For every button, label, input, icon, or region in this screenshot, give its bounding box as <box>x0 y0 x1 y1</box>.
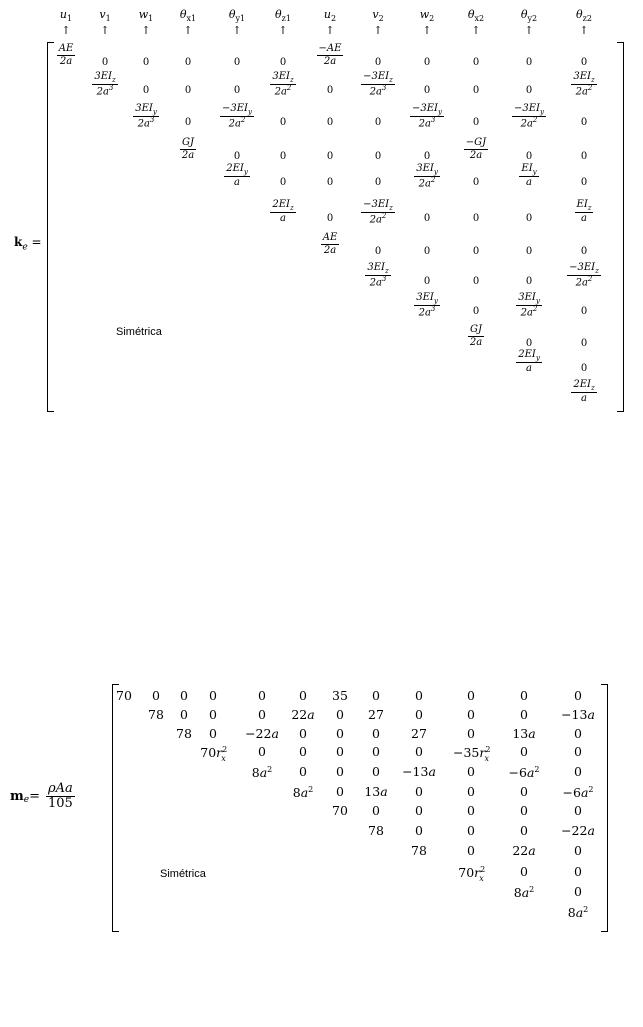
mass-cell-r3-c3: $70r^2_x$ <box>200 745 228 763</box>
mass-cell-r1-c6: 0 <box>336 707 344 722</box>
mass-cell-r4-c6: 0 <box>336 764 344 779</box>
mass-cell-r1-c8: 0 <box>415 707 423 722</box>
mass-cell-r4-c9: 0 <box>467 764 475 779</box>
mass-cell-r0-c8: 0 <box>415 688 423 703</box>
fraction-numerator: $2EI_z$ <box>272 199 294 212</box>
mass-cell-r0-c9: 0 <box>467 688 475 703</box>
stiffness-cell-r2-c9: 0 <box>472 117 480 128</box>
stiffness-cell-r6-c9: 0 <box>472 246 480 257</box>
fraction-numerator: GJ <box>182 137 194 148</box>
stiffness-cell-r0-c4: 0 <box>233 57 241 68</box>
up-arrow-icon: ↑ <box>471 24 481 37</box>
mass-cell-r1-c1: 78 <box>148 707 164 722</box>
header-θy1: $\theta_{y1}$ <box>228 8 246 24</box>
stiffness-cell-r7-c7 <box>350 263 406 289</box>
stiffness-cell-r9-c9 <box>448 325 504 348</box>
up-arrow-icon: ↑ <box>61 24 71 37</box>
mass-cell-r2-c3: 0 <box>209 726 217 741</box>
stiffness-cell-r4-c11: 0 <box>580 177 588 188</box>
mass-cell-r3-c4: 0 <box>258 744 266 759</box>
fraction-denominator: a <box>526 177 532 189</box>
mass-cell-r2-c4: −22a <box>245 726 279 741</box>
mass-cell-r4-c11: 0 <box>574 764 582 779</box>
fraction-denominator: $2a^3$ <box>369 84 387 98</box>
stiffness-cell-r1-c9: 0 <box>472 85 480 96</box>
mass-cell-r0-c3: 0 <box>209 688 217 703</box>
fraction-numerator: −GJ <box>465 137 487 148</box>
fraction-numerator: AE <box>322 232 338 243</box>
stiffness-cell-r4-c5: 0 <box>279 177 287 188</box>
fraction-denominator: $2a^3$ <box>369 275 387 289</box>
mass-cell-r0-c7: 0 <box>372 688 380 703</box>
mass-cell-r10-c11: 0 <box>574 884 582 899</box>
mass-cell-r9-c10: 0 <box>520 864 528 879</box>
fraction-denominator: $2a^3$ <box>418 305 436 319</box>
mass-cell-r0-c10: 0 <box>520 688 528 703</box>
mass-cell-r7-c11: −22a <box>561 823 595 838</box>
mass-cell-r2-c11: 0 <box>574 726 582 741</box>
mass-cell-r4-c4: $8a^2$ <box>251 765 273 781</box>
fraction-numerator: $3EI_y$ <box>518 292 540 305</box>
mass-cell-r3-c6: 0 <box>336 744 344 759</box>
fraction-numerator: −AE <box>318 43 342 54</box>
stiffness-cell-r1-c3: 0 <box>184 85 192 96</box>
stiffness-cell-r7-c10: 0 <box>525 276 533 287</box>
stiffness-cell-r3-c3 <box>160 138 216 161</box>
mass-cell-r3-c11: 0 <box>574 744 582 759</box>
stiffness-cell-r2-c6: 0 <box>326 117 334 128</box>
stiffness-subscript: e <box>22 242 28 253</box>
fraction-denominator: 2a <box>181 149 195 161</box>
header-v1: $v_1$ <box>99 8 111 24</box>
fraction-denominator: 2a <box>469 149 483 161</box>
up-arrow-icon: ↑ <box>278 24 288 37</box>
fraction <box>220 104 254 130</box>
stiffness-cell-r4-c10 <box>501 164 557 188</box>
mass-symbol: m <box>10 788 24 804</box>
fraction <box>571 72 596 98</box>
mass-cell-r4-c5: 0 <box>299 764 307 779</box>
fraction-numerator: $-3EI_y$ <box>412 103 442 116</box>
mass-cell-r1-c5: 22a <box>291 707 315 722</box>
stiffness-cell-r6-c8: 0 <box>423 246 431 257</box>
fraction-denominator: $2a^3$ <box>137 116 155 130</box>
fraction-denominator: $2a^2$ <box>520 116 538 130</box>
fraction <box>567 263 601 289</box>
up-arrow-icon: ↑ <box>232 24 242 37</box>
mass-cell-r7-c9: 0 <box>467 823 475 838</box>
stiffness-cell-r0-c7: 0 <box>374 57 382 68</box>
mass-cell-r8-c9: 0 <box>467 843 475 858</box>
stiffness-cell-r4-c6: 0 <box>326 177 334 188</box>
mass-cell-r4-c10: $-6a^2$ <box>508 765 540 781</box>
fraction-numerator: $2EI_y$ <box>518 349 540 362</box>
fraction-numerator: $-3EI_z$ <box>363 199 393 212</box>
fraction-denominator: $2a^2$ <box>418 176 436 190</box>
mass-cell-r8-c11: 0 <box>574 843 582 858</box>
stiffness-symbol: k <box>14 235 23 249</box>
fraction-denominator: a <box>581 213 587 225</box>
stiffness-cell-r3-c8: 0 <box>423 151 431 162</box>
mass-cell-r2-c10: 13a <box>512 726 536 741</box>
up-arrow-icon: ↑ <box>141 24 151 37</box>
stiffness-cell-r0-c8: 0 <box>423 57 431 68</box>
mass-cell-r5-c9: 0 <box>467 784 475 799</box>
header-u1: $u_1$ <box>59 8 73 24</box>
stiffness-cell-r5-c6: 0 <box>326 213 334 224</box>
mass-cell-r7-c10: 0 <box>520 823 528 838</box>
stiffness-cell-r9-c10: 0 <box>525 338 533 349</box>
stiffness-cell-r2-c8 <box>399 104 455 130</box>
stiffness-cell-r5-c7 <box>350 200 406 226</box>
fraction-numerator: $-3EI_y$ <box>222 103 252 116</box>
fraction-denominator: a <box>526 363 532 375</box>
fraction-numerator: $EI_y$ <box>521 163 537 176</box>
mass-cell-r3-c8: 0 <box>415 744 423 759</box>
mass-cell-r1-c3: 0 <box>209 707 217 722</box>
mass-cell-r6-c8: 0 <box>415 803 423 818</box>
stiffness-cell-r1-c6: 0 <box>326 85 334 96</box>
up-arrow-icon: ↑ <box>325 24 335 37</box>
fraction <box>180 138 196 161</box>
header-w2: $w_2$ <box>419 8 435 24</box>
fraction-numerator: $2EI_y$ <box>226 163 248 176</box>
mass-cell-r5-c7: 13a <box>364 784 388 799</box>
header-θx1: $\theta_{x1}$ <box>179 8 197 24</box>
fraction-numerator: $EI_z$ <box>576 199 592 212</box>
fraction <box>516 350 542 374</box>
stiffness-cell-r0-c10: 0 <box>525 57 533 68</box>
stiffness-equals: = <box>27 235 42 249</box>
stiffness-cell-r11-c11 <box>556 380 612 404</box>
stiffness-cell-r1-c10: 0 <box>525 85 533 96</box>
mass-cell-r2-c5: 0 <box>299 726 307 741</box>
stiffness-cell-r4-c8 <box>399 164 455 190</box>
mass-equals: = <box>29 788 40 804</box>
fraction <box>571 380 596 404</box>
stiffness-cell-r2-c11: 0 <box>580 117 588 128</box>
mass-cell-r4-c8: −13a <box>402 764 436 779</box>
header-v2: $v_2$ <box>372 8 384 24</box>
fraction <box>57 44 76 67</box>
mass-cell-r6-c10: 0 <box>520 803 528 818</box>
mass-cell-r5-c10: 0 <box>520 784 528 799</box>
fraction-denominator: a <box>581 393 587 405</box>
fraction-denominator: 2a <box>323 244 337 256</box>
mass-cell-r9-c9: $70r^2_x$ <box>458 865 486 883</box>
stiffness-cell-r4-c7: 0 <box>374 177 382 188</box>
stiffness-cell-r7-c9: 0 <box>472 276 480 287</box>
mass-cell-r8-c8: 78 <box>411 843 427 858</box>
header-θx2: $\theta_{x2}$ <box>467 8 485 24</box>
fraction <box>133 104 159 130</box>
up-arrow-icon: ↑ <box>183 24 193 37</box>
stiffness-cell-r5-c11 <box>556 200 612 224</box>
mass-cell-r7-c7: 78 <box>368 823 384 838</box>
mass-cell-r9-c11: 0 <box>574 864 582 879</box>
stiffness-cell-r8-c10 <box>501 293 557 319</box>
stiffness-cell-r5-c9: 0 <box>472 213 480 224</box>
fraction-denominator: $2a^2$ <box>575 84 593 98</box>
stiffness-cell-r3-c5: 0 <box>279 151 287 162</box>
up-arrow-icon: ↑ <box>373 24 383 37</box>
stiffness-cell-r3-c7: 0 <box>374 151 382 162</box>
fraction-numerator: $3EI_z$ <box>94 71 116 84</box>
fraction-denominator: $2a^2$ <box>228 116 246 130</box>
fraction-numerator: $3EI_z$ <box>573 71 595 84</box>
fraction <box>321 233 340 256</box>
stiffness-cell-r3-c4: 0 <box>233 151 241 162</box>
fraction <box>317 44 344 67</box>
mass-cell-r7-c8: 0 <box>415 823 423 838</box>
mass-cell-r2-c8: 27 <box>411 726 427 741</box>
mass-cell-r3-c5: 0 <box>299 744 307 759</box>
fraction-denominator: 2a <box>323 55 337 67</box>
fraction-numerator: $3EI_z$ <box>272 71 294 84</box>
stiffness-right-bracket <box>617 42 624 412</box>
stiffness-cell-r6-c10: 0 <box>525 246 533 257</box>
mass-cell-r11-c11: $8a^2$ <box>567 905 589 921</box>
fraction-numerator: $3EI_y$ <box>416 292 438 305</box>
mass-factor-numerator: ρAa <box>48 781 73 796</box>
fraction <box>410 104 444 130</box>
mass-cell-r2-c9: 0 <box>467 726 475 741</box>
mass-cell-r8-c10: 22a <box>512 843 536 858</box>
fraction-denominator: a <box>280 213 286 225</box>
stiffness-cell-r4-c9: 0 <box>472 177 480 188</box>
fraction <box>468 325 484 348</box>
mass-cell-r1-c2: 0 <box>180 707 188 722</box>
stiffness-cell-r1-c8: 0 <box>423 85 431 96</box>
up-arrow-icon: ↑ <box>422 24 432 37</box>
mass-cell-r1-c10: 0 <box>520 707 528 722</box>
mass-cell-r3-c10: 0 <box>520 744 528 759</box>
stiffness-cell-r2-c3: 0 <box>184 117 192 128</box>
fraction <box>516 293 542 319</box>
fraction-numerator: $3EI_y$ <box>135 103 157 116</box>
stiffness-cell-r2-c7: 0 <box>374 117 382 128</box>
fraction-numerator: $-3EI_z$ <box>363 71 393 84</box>
stiffness-symmetric-label: Simétrica <box>116 326 162 338</box>
stiffness-cell-r0-c5: 0 <box>279 57 287 68</box>
stiffness-cell-r0-c9: 0 <box>472 57 480 68</box>
fraction-denominator: $2a^2$ <box>369 212 387 226</box>
stiffness-cell-r3-c9 <box>448 138 504 161</box>
fraction-denominator: 2a <box>469 336 483 348</box>
stiffness-cell-r6-c7: 0 <box>374 246 382 257</box>
fraction-numerator: GJ <box>470 324 482 335</box>
mass-cell-r3-c9: $-35r^2_x$ <box>453 745 491 763</box>
stiffness-cell-r5-c8: 0 <box>423 213 431 224</box>
stiffness-cell-r3-c6: 0 <box>326 151 334 162</box>
mass-left-bracket <box>112 684 119 932</box>
stiffness-cell-r7-c11 <box>556 263 612 289</box>
fraction <box>270 72 295 98</box>
mass-cell-r1-c4: 0 <box>258 707 266 722</box>
mass-cell-r2-c7: 0 <box>372 726 380 741</box>
fraction-denominator: $2a^2$ <box>520 305 538 319</box>
header-θz1: $\theta_{z1}$ <box>275 8 291 24</box>
fraction-denominator: a <box>234 177 240 189</box>
mass-cell-r1-c7: 27 <box>368 707 384 722</box>
stiffness-cell-r0-c3: 0 <box>184 57 192 68</box>
fraction-denominator: $2a^3$ <box>418 116 436 130</box>
mass-cell-r5-c8: 0 <box>415 784 423 799</box>
mass-cell-r0-c1: 0 <box>152 688 160 703</box>
mass-cell-r6-c7: 0 <box>372 803 380 818</box>
mass-cell-r0-c6: 35 <box>332 688 348 703</box>
mass-cell-r0-c2: 0 <box>180 688 188 703</box>
up-arrow-icon: ↑ <box>100 24 110 37</box>
stiffness-cell-r10-c11: 0 <box>580 363 588 374</box>
fraction-numerator: $-3EI_y$ <box>514 103 544 116</box>
stiffness-cell-r8-c11: 0 <box>580 306 588 317</box>
fraction-denominator: $2a^2$ <box>274 84 292 98</box>
fraction <box>464 138 488 161</box>
stiffness-cell-r1-c11 <box>556 72 612 98</box>
fraction-denominator: 2a <box>59 55 73 67</box>
mass-cell-r5-c6: 0 <box>336 784 344 799</box>
mass-subscript: e <box>23 795 30 806</box>
stiffness-cell-r1-c2: 0 <box>142 85 150 96</box>
stiffness-cell-r6-c11: 0 <box>580 246 588 257</box>
mass-cell-r6-c6: 70 <box>332 803 348 818</box>
fraction <box>92 72 117 98</box>
fraction-denominator: $2a^2$ <box>575 275 593 289</box>
stiffness-cell-r2-c10 <box>501 104 557 130</box>
mass-factor-denominator: 105 <box>47 795 73 811</box>
stiffness-cell-r5-c10: 0 <box>525 213 533 224</box>
header-θy2: $\theta_{y2}$ <box>520 8 538 24</box>
fraction-numerator: $3EI_z$ <box>367 262 389 275</box>
mass-symmetric-label: Simétrica <box>160 868 206 880</box>
mass-matrix-label <box>10 782 75 811</box>
mass-cell-r0-c11: 0 <box>574 688 582 703</box>
stiffness-cell-r0-c2: 0 <box>142 57 150 68</box>
stiffness-cell-r1-c7 <box>350 72 406 98</box>
mass-cell-r10-c10: $8a^2$ <box>513 885 535 901</box>
header-θz2: $\theta_{z2}$ <box>576 8 592 24</box>
mass-cell-r6-c11: 0 <box>574 803 582 818</box>
up-arrow-icon: ↑ <box>579 24 589 37</box>
stiffness-left-bracket <box>47 42 54 412</box>
mass-cell-r5-c11: $-6a^2$ <box>562 785 594 801</box>
fraction <box>361 200 395 226</box>
stiffness-matrix-label <box>14 235 42 252</box>
fraction <box>361 72 395 98</box>
fraction <box>519 164 538 188</box>
mass-cell-r5-c5: $8a^2$ <box>292 785 314 801</box>
mass-cell-r1-c9: 0 <box>467 707 475 722</box>
mass-cell-r1-c11: −13a <box>561 707 595 722</box>
header-u2: $u_2$ <box>323 8 337 24</box>
stiffness-cell-r7-c8: 0 <box>423 276 431 287</box>
fraction-denominator: $2a^3$ <box>96 84 114 98</box>
mass-cell-r2-c2: 78 <box>176 726 192 741</box>
stiffness-cell-r0-c11: 0 <box>580 57 588 68</box>
fraction <box>365 263 390 289</box>
fraction <box>270 200 295 224</box>
fraction <box>224 164 250 188</box>
fraction-numerator: $2EI_z$ <box>573 379 595 392</box>
fraction-numerator: $3EI_y$ <box>416 163 438 176</box>
stiffness-cell-r10-c10 <box>501 350 557 374</box>
fraction-numerator: AE <box>58 43 74 54</box>
fraction <box>575 200 594 224</box>
stiffness-cell-r1-c4: 0 <box>233 85 241 96</box>
fraction <box>414 164 440 190</box>
stiffness-cell-r0-c1: 0 <box>101 57 109 68</box>
header-w1: $w_1$ <box>138 8 154 24</box>
stiffness-cell-r8-c8 <box>399 293 455 319</box>
stiffness-cell-r9-c11: 0 <box>580 338 588 349</box>
mass-factor <box>46 782 75 811</box>
stiffness-cell-r8-c9: 0 <box>472 306 480 317</box>
stiffness-cell-r2-c5: 0 <box>279 117 287 128</box>
mass-cell-r0-c5: 0 <box>299 688 307 703</box>
up-arrow-icon: ↑ <box>524 24 534 37</box>
stiffness-cell-r3-c10: 0 <box>525 151 533 162</box>
mass-cell-r3-c7: 0 <box>372 744 380 759</box>
mass-cell-r2-c6: 0 <box>336 726 344 741</box>
mass-cell-r0-c4: 0 <box>258 688 266 703</box>
fraction <box>512 104 546 130</box>
mass-cell-r4-c7: 0 <box>372 764 380 779</box>
fraction-numerator: $-3EI_z$ <box>569 262 599 275</box>
mass-cell-r6-c9: 0 <box>467 803 475 818</box>
mass-cell-r0-c0: 70 <box>116 688 132 703</box>
stiffness-cell-r3-c11: 0 <box>580 151 588 162</box>
fraction <box>414 293 440 319</box>
